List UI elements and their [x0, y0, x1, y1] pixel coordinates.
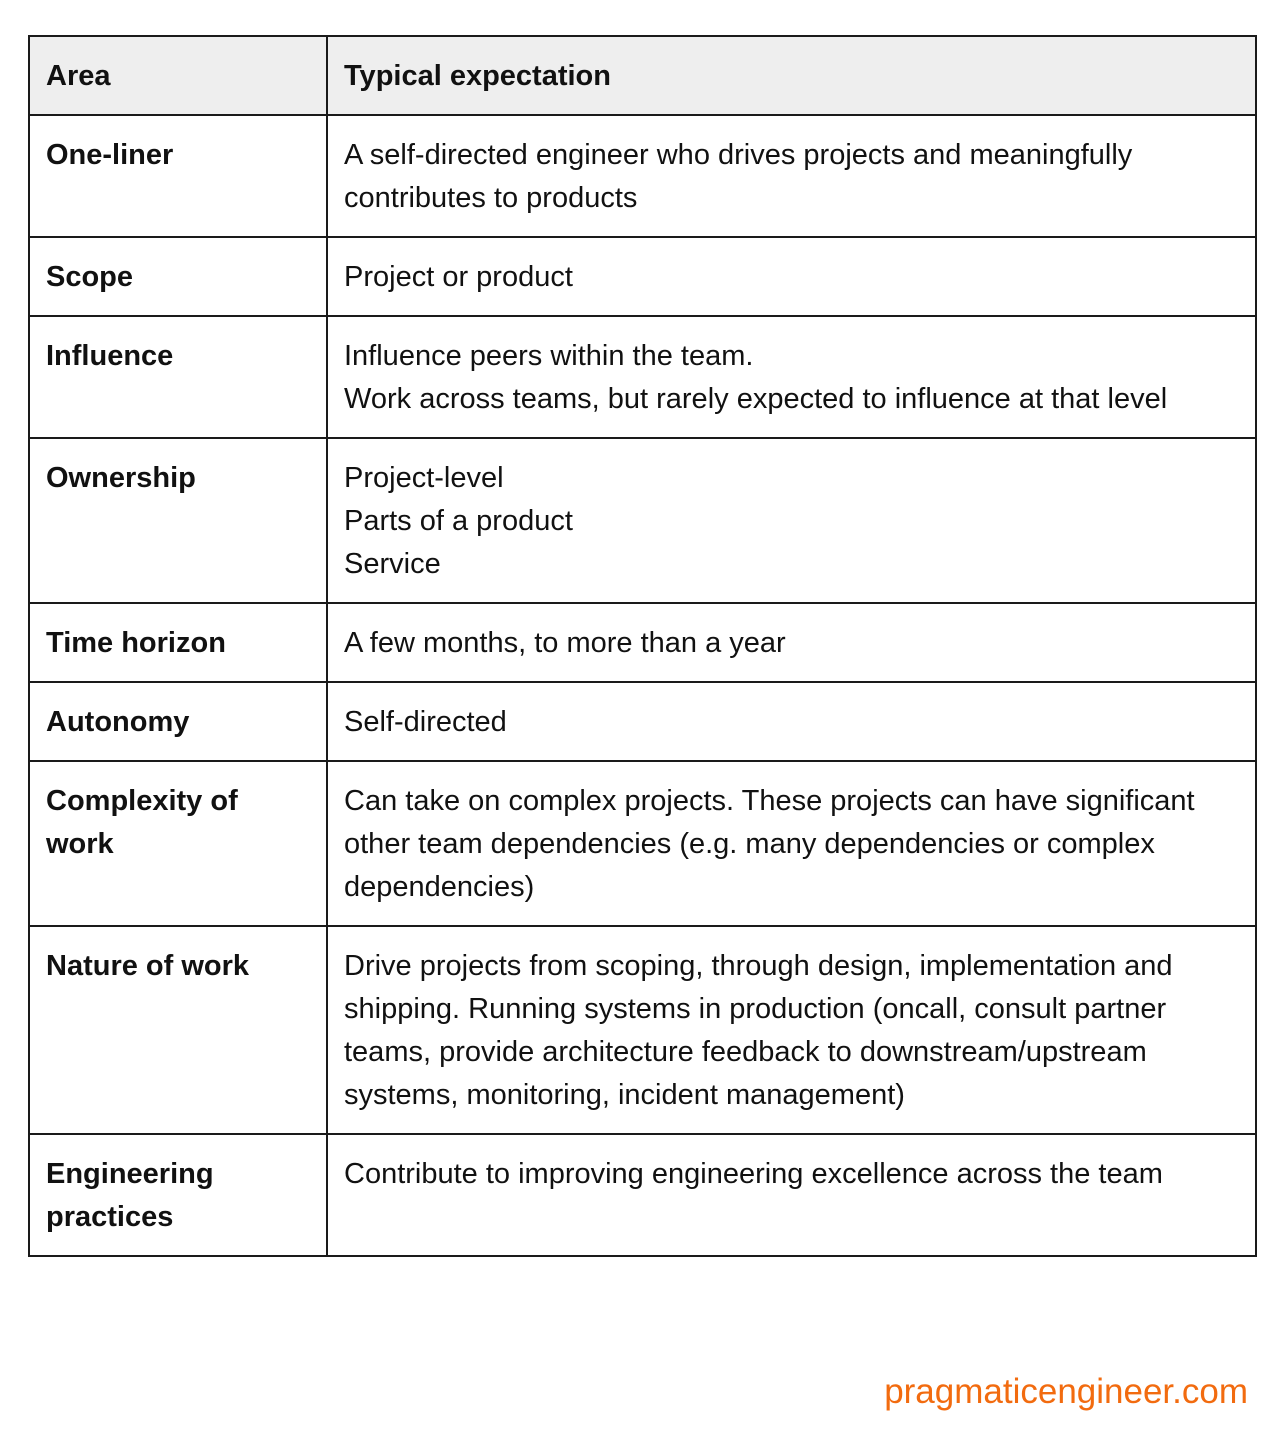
expectation-cell [327, 1134, 1256, 1256]
expectation-cell [327, 926, 1256, 1134]
expectation-cell [327, 237, 1256, 316]
area-cell: Nature of work [29, 926, 327, 1134]
expectation-line: Drive projects from scoping, through design, implementation and shipping. Running systems in production (oncall, consult partner teams, provide architecture feedback to downstream/upstream systems, monitoring, incident management) [344, 950, 1173, 1111]
area-cell: One-liner [29, 115, 327, 237]
expectation-line: Work across teams, but rarely expected to influence at that level [344, 383, 1168, 415]
area-cell: Autonomy [29, 682, 327, 761]
expectation-cell [327, 438, 1256, 603]
expectations-table [28, 35, 1257, 1257]
expectation-cell [327, 316, 1256, 438]
expectation-line: A self-directed engineer who drives projects and meaningfully contributes to products [344, 139, 1133, 214]
table-row [29, 682, 1256, 761]
table-row [29, 603, 1256, 682]
expectation-line: Self-directed [344, 706, 507, 738]
header-area: Area [29, 36, 327, 115]
expectations-table-container [28, 35, 1255, 1257]
table-row [29, 316, 1256, 438]
expectation-cell [327, 682, 1256, 761]
expectation-line: A few months, to more than a year [344, 627, 786, 659]
area-cell: Complexity of work [29, 761, 327, 926]
table-row [29, 438, 1256, 603]
expectation-line: Influence peers within the team. [344, 340, 754, 372]
table-row [29, 926, 1256, 1134]
table-row [29, 115, 1256, 237]
expectation-line: Service [344, 548, 441, 580]
area-cell: Engineering practices [29, 1134, 327, 1256]
expectation-cell [327, 115, 1256, 237]
area-cell: Influence [29, 316, 327, 438]
area-cell: Time horizon [29, 603, 327, 682]
header-typical-expectation: Typical expectation [327, 36, 1256, 115]
table-header-row [29, 36, 1256, 115]
expectation-line: Can take on complex projects. These projects can have significant other team dependencies (e.g. many dependencies or complex dependencies) [344, 785, 1195, 903]
expectation-line: Parts of a product [344, 505, 573, 537]
area-cell: Ownership [29, 438, 327, 603]
table-row [29, 1134, 1256, 1256]
watermark-link: pragmaticengineer.com [884, 1372, 1248, 1411]
table-row [29, 761, 1256, 926]
table-row [29, 237, 1256, 316]
expectation-line: Project or product [344, 261, 573, 293]
expectation-line: Contribute to improving engineering excellence across the team [344, 1158, 1163, 1190]
expectation-cell [327, 761, 1256, 926]
expectation-line: Project-level [344, 462, 504, 494]
area-cell: Scope [29, 237, 327, 316]
expectation-cell [327, 603, 1256, 682]
